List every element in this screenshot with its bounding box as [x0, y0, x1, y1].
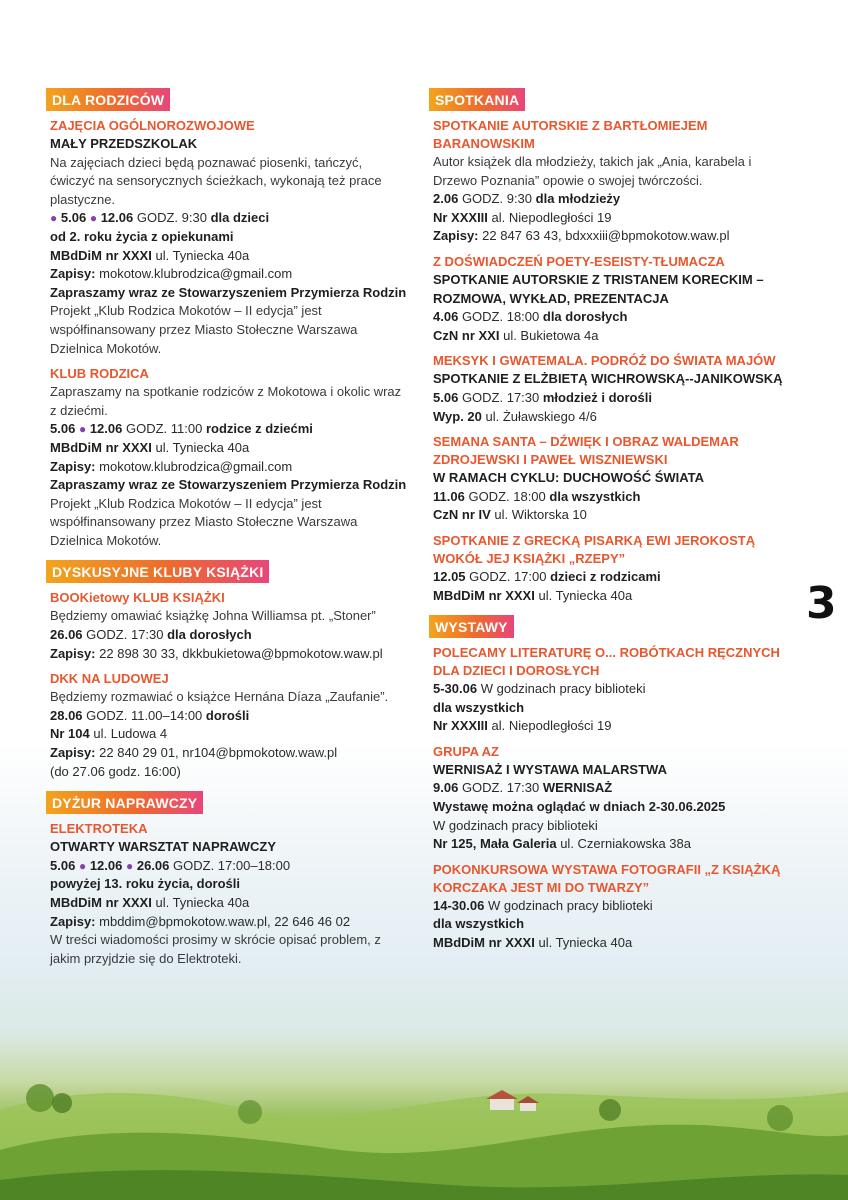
- event-description: Będziemy rozmawiać o książce Hernána Díaza „Zaufanie”.: [50, 689, 389, 705]
- venue-address: al. Niepodległości 19: [491, 209, 612, 225]
- event-date: 5-30.06: [433, 681, 478, 697]
- event-time: GODZ. 11:00: [125, 421, 203, 437]
- event-date: 12.06: [100, 210, 134, 226]
- event-title: SEMANA SANTA – DŹWIĘK I OBRAZ WALDEMAR ZDROJEWSKI I PAWEŁ WISZNIEWSKI: [433, 434, 739, 468]
- venue-name: CzN nr XXI: [433, 327, 500, 343]
- section-dyskusyjne-kluby: [50, 560, 410, 781]
- event-time: GODZ. 18:00: [468, 488, 546, 504]
- event-date-line: [433, 488, 798, 507]
- event-audience: powyżej 13. roku życia, dorośli: [50, 876, 241, 892]
- event-title: DKK NA LUDOWEJ: [50, 671, 169, 687]
- event-time: GODZ. 9:30: [136, 210, 207, 226]
- event-title: SPOTKANIE AUTORSKIE Z BARTŁOMIEJEM BARANOWSKIM: [433, 118, 708, 151]
- event-signup-note: (do 27.06 godz. 16:00): [50, 763, 181, 779]
- venue-name: MBdDiM nr XXXI: [433, 935, 535, 951]
- event-klub-rodzica: [50, 365, 410, 550]
- event-date-line: [50, 420, 410, 439]
- bullet-dot-icon: ●: [89, 211, 98, 226]
- left-column: [50, 88, 410, 975]
- event-title: ZAJĘCIA OGÓLNOROZWOJOWE: [50, 118, 255, 133]
- event-date-line: [433, 568, 798, 587]
- event-signup: [50, 744, 410, 763]
- event-audience: młodzież i dorośli: [542, 389, 652, 405]
- event-zajecia-ogolnorozwojowe: [50, 117, 410, 358]
- event-title: SPOTKANIE Z GRECKĄ PISARKĄ EWI JEROKOSTĄ WOKÓŁ JEJ KSIĄŻKI „RZEPY”: [433, 532, 756, 566]
- event-type: WERNISAŻ: [542, 780, 613, 796]
- signup-label: Zapisy:: [50, 745, 96, 761]
- event-date: 26.06: [136, 857, 170, 873]
- venue-address: ul. Żuławskiego 4/6: [485, 408, 597, 424]
- event-location: [50, 439, 410, 458]
- event-date-line: [433, 308, 798, 327]
- event-audience: dla dorosłych: [167, 627, 252, 643]
- right-column: [433, 88, 798, 960]
- event-signup: [50, 458, 410, 477]
- event-title: KLUB RODZICA: [50, 366, 149, 382]
- event-location: [50, 247, 410, 266]
- event-note: Wystawę można oglądać w dniach 2-30.06.2025: [433, 799, 726, 815]
- event-title: BOOKietowy KLUB KSIĄŻKI: [50, 590, 225, 606]
- event-title: ELEKTROTEKA: [50, 821, 148, 837]
- event-grupa-az: [433, 743, 798, 854]
- section-heading: DLA RODZICÓW: [46, 88, 170, 111]
- venue-address: ul. Tyniecka 40a: [155, 247, 250, 263]
- event-date-line: [433, 680, 798, 699]
- event-project-note: Projekt „Klub Rodzica Mokotów – II edycja” jest współfinansowany przez Miasto Stołeczne Warszawa Dzielnica Mokotów.: [50, 303, 358, 356]
- bullet-dot-icon: ●: [78, 422, 87, 437]
- venue-address: al. Niepodległości 19: [491, 718, 612, 734]
- event-jerokosta: [433, 532, 798, 605]
- event-description: Będziemy omawiać książkę Johna Williamsa pt. „Stoner”: [50, 608, 376, 624]
- signup-contact[interactable]: 22 847 63 43, bdxxxiii@bpmokotow.waw.pl: [482, 228, 730, 244]
- event-date-line: [433, 779, 798, 798]
- event-location: [433, 209, 798, 228]
- venue-name: Wyp. 20: [433, 408, 482, 424]
- event-dkk-na-ludowej: [50, 670, 410, 781]
- event-date: 5.06: [433, 389, 459, 405]
- event-korecki: [433, 253, 798, 345]
- bullet-dot-icon: ●: [50, 211, 58, 226]
- event-location: [50, 725, 410, 744]
- section-heading: WYSTAWY: [429, 615, 514, 638]
- venue-name: MBdDiM nr XXXI: [50, 439, 152, 455]
- event-date: 28.06: [50, 707, 83, 723]
- event-invite: Zapraszamy wraz ze Stowarzyszeniem Przymierza Rodzin: [50, 284, 407, 300]
- page-number: 3: [806, 578, 837, 629]
- venue-address: ul. Bukietowa 4a: [503, 327, 599, 343]
- event-audience: dorośli: [205, 707, 250, 723]
- event-time: GODZ. 17:30: [461, 780, 540, 796]
- event-semana-santa: [433, 433, 798, 525]
- event-signup: [433, 227, 798, 246]
- event-meksyk-gwatemala: [433, 352, 798, 426]
- event-time: GODZ. 18:00: [461, 309, 540, 325]
- venue-address: ul. Ludowa 4: [93, 726, 168, 742]
- event-audience: dla wszystkich: [433, 916, 525, 932]
- event-date: 12.06: [89, 857, 123, 873]
- section-heading: SPOTKANIA: [429, 88, 525, 111]
- event-robotki: [433, 644, 798, 736]
- section-spotkania: [433, 88, 798, 605]
- event-hours: W godzinach pracy biblioteki: [433, 817, 598, 833]
- venue-name: Nr XXXIII: [433, 209, 488, 225]
- event-description: Autor książek dla młodzieży, takich jak „Ania, karabela i Drzewo Poznania” opowie o swojej twórczości.: [433, 154, 752, 188]
- event-location: [433, 506, 798, 525]
- event-korczak-fotografia: [433, 861, 798, 953]
- event-description: Zapraszamy na spotkanie rodziców z Mokotowa i okolic wraz z dziećmi.: [50, 384, 402, 418]
- event-audience: dla dzieci: [210, 210, 270, 226]
- signup-label: Zapisy:: [50, 266, 96, 282]
- event-date-line: [50, 707, 410, 726]
- venue-address: ul. Czerniakowska 38a: [560, 836, 691, 852]
- event-subtitle: W RAMACH CYKLU: DUCHOWOŚĆ ŚWIATA: [433, 470, 705, 486]
- section-heading: DYŻUR NAPRAWCZY: [46, 791, 203, 814]
- event-audience: dla dorosłych: [542, 309, 628, 325]
- event-signup: [50, 645, 410, 664]
- event-location: [433, 835, 798, 854]
- event-date-line: [50, 857, 410, 876]
- bullet-dot-icon: ●: [78, 858, 87, 873]
- event-title: POKONKURSOWA WYSTAWA FOTOGRAFII „Z KSIĄŻKĄ KORCZAKA JEST MI DO TWARZY”: [433, 861, 781, 895]
- venue-name: MBdDiM nr XXXI: [50, 247, 152, 263]
- venue-name: Nr 104: [50, 726, 90, 742]
- event-description: Na zajęciach dzieci będą poznawać piosenki, tańczyć, ćwiczyć na sensorycznych ścieżkach, wykonają też prace plastyczne.: [50, 154, 382, 207]
- event-date: 9.06: [433, 780, 459, 796]
- event-time: GODZ. 17:00–18:00: [173, 857, 291, 873]
- signup-label: Zapisy:: [50, 458, 96, 474]
- event-audience: dla wszystkich: [549, 488, 641, 504]
- event-date: 12.05: [433, 568, 466, 584]
- signup-contact[interactable]: 22 840 29 01, nr104@bpmokotow.waw.pl: [99, 745, 338, 761]
- event-subtitle: MAŁY PRZEDSZKOLAK: [50, 136, 198, 151]
- event-date-line: [433, 897, 798, 916]
- venue-name: Nr XXXIII: [433, 718, 488, 734]
- event-title: Z DOŚWIADCZEŃ POETY-ESEISTY-TŁUMACZA: [433, 253, 725, 269]
- event-date: 26.06: [50, 627, 83, 643]
- event-project-note: Projekt „Klub Rodzica Mokotów – II edycja” jest współfinansowany przez Miasto Stołeczne Warszawa Dzielnica Mokotów.: [50, 495, 358, 548]
- venue-name: CzN nr IV: [433, 507, 491, 523]
- event-audience-detail: od 2. roku życia z opiekunami: [50, 228, 234, 244]
- event-location: [50, 894, 410, 913]
- event-signup: [50, 265, 410, 284]
- event-location: [433, 934, 798, 953]
- event-date-line: [433, 190, 798, 209]
- event-bookietowy-klub: [50, 589, 410, 663]
- event-date-line: [433, 389, 798, 408]
- venue-address: ul. Tyniecka 40a: [538, 935, 633, 951]
- event-date: 5.06: [50, 421, 76, 437]
- event-time: GODZ. 17:00: [469, 568, 547, 584]
- venue-name: MBdDiM nr XXXI: [433, 587, 535, 603]
- event-date: 5.06: [60, 210, 87, 226]
- signup-contact[interactable]: mokotow.klubrodzica@gmail.com: [99, 458, 293, 474]
- event-hours: W godzinach pracy biblioteki: [480, 681, 646, 697]
- signup-label: Zapisy:: [50, 645, 96, 661]
- event-time: GODZ. 11.00–14:00: [86, 707, 203, 723]
- event-title: POLECAMY LITERATURĘ O... ROBÓTKACH RĘCZNYCH DLA DZIECI I DOROSŁYCH: [433, 645, 780, 679]
- event-time: GODZ. 17:30: [461, 389, 540, 405]
- event-date: 2.06: [433, 191, 459, 207]
- event-audience: dzieci z rodzicami: [550, 568, 661, 584]
- event-audience: dla młodzieży: [535, 191, 621, 207]
- event-title: MEKSYK I GWATEMALA. PODRÓŻ DO ŚWIATA MAJÓW: [433, 353, 776, 369]
- event-subtitle: SPOTKANIE AUTORSKIE Z TRISTANEM KORECKIM – ROZMOWA, WYKŁAD, PREZENTACJA: [433, 271, 764, 306]
- signup-label: Zapisy:: [50, 913, 96, 929]
- event-subtitle: SPOTKANIE Z ELŻBIETĄ WICHROWSKĄ--JANIKOWSKĄ: [433, 371, 783, 387]
- signup-contact[interactable]: mbddim@bpmokotow.waw.pl, 22 646 46 02: [99, 913, 351, 929]
- event-date: 11.06: [433, 488, 465, 504]
- event-invite: Zapraszamy wraz ze Stowarzyszeniem Przymierza Rodzin: [50, 477, 407, 493]
- event-location: [433, 587, 798, 606]
- event-signup: [50, 913, 410, 932]
- event-location: [433, 408, 798, 427]
- event-location: [433, 327, 798, 346]
- venue-name: Nr 125, Mała Galeria: [433, 836, 557, 852]
- event-date: 12.06: [89, 421, 123, 437]
- venue-address: ul. Wiktorska 10: [494, 507, 587, 523]
- event-date: 5.06: [50, 857, 76, 873]
- event-date: 4.06: [433, 309, 459, 325]
- event-location: [433, 717, 798, 736]
- event-date-line: [50, 209, 410, 228]
- signup-label: Zapisy:: [433, 228, 479, 244]
- section-dyzur-naprawczy: [50, 791, 410, 968]
- venue-address: ul. Tyniecka 40a: [538, 587, 633, 603]
- section-heading: DYSKUSYJNE KLUBY KSIĄŻKI: [46, 560, 269, 583]
- venue-address: ul. Tyniecka 40a: [155, 895, 250, 910]
- section-dla-rodzicow: [50, 88, 410, 550]
- event-subtitle: WERNISAŻ I WYSTAWA MALARSTWA: [433, 761, 667, 777]
- event-date-line: [50, 626, 410, 645]
- event-title: GRUPA AZ: [433, 743, 499, 759]
- venue-name: MBdDiM nr XXXI: [50, 895, 152, 910]
- event-audience: dla wszystkich: [433, 699, 525, 715]
- bullet-dot-icon: ●: [125, 858, 134, 873]
- signup-contact[interactable]: 22 898 30 33, dkkbukietowa@bpmokotow.waw.pl: [99, 645, 383, 661]
- event-note: W treści wiadomości prosimy w skrócie opisać problem, z jakim przyjdzie się do Elektroteki.: [50, 932, 381, 966]
- event-date: 14-30.06: [433, 897, 485, 913]
- signup-contact[interactable]: mokotow.klubrodzica@gmail.com: [99, 266, 293, 282]
- event-hours: W godzinach pracy biblioteki: [487, 897, 653, 913]
- venue-address: ul. Tyniecka 40a: [155, 439, 250, 455]
- event-audience: rodzice z dziećmi: [205, 421, 313, 437]
- event-elektroteka: [50, 820, 410, 968]
- event-time: GODZ. 17:30: [86, 627, 164, 643]
- event-subtitle: OTWARTY WARSZTAT NAPRAWCZY: [50, 839, 277, 855]
- event-baranowski: [433, 117, 798, 246]
- event-time: GODZ. 9:30: [461, 191, 533, 207]
- section-wystawy: [433, 615, 798, 953]
